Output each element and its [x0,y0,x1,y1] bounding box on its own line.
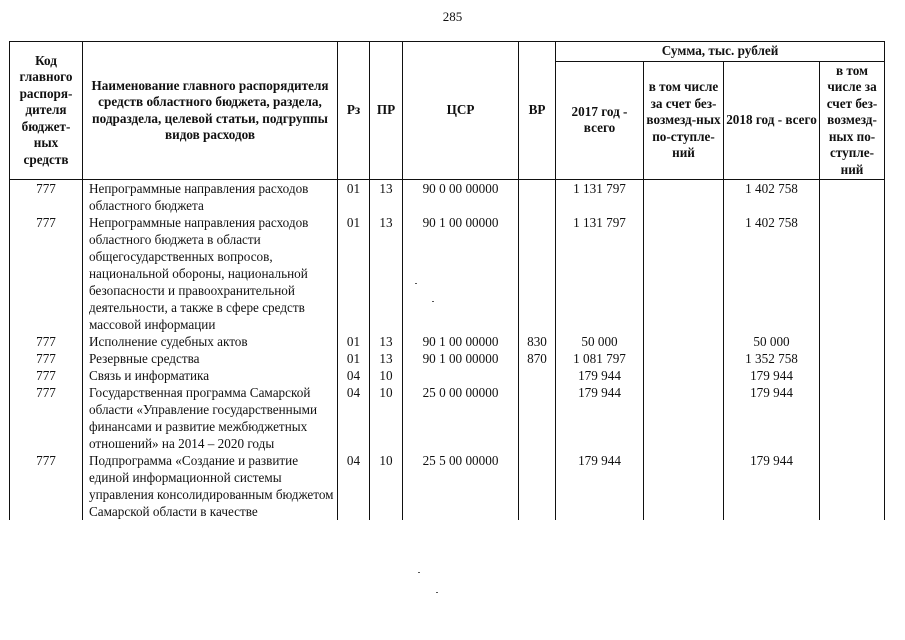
cell-csr: 90 0 00 00000 [403,180,519,215]
cell-2018-grants [820,452,885,520]
table-row [10,180,885,215]
header-vr: ВР [519,42,556,180]
cell-2018-total: 50 000 [724,333,820,350]
cell-2017-total: 1 131 797 [556,214,644,333]
table-row [10,384,885,452]
cell-vr [519,384,556,452]
cell-name: Подпрограмма «Создание и развитие единой информационной системы управления консолидированным бюджетом Самарской области в качестве [83,452,338,520]
cell-code: 777 [10,180,83,215]
cell-pr: 13 [370,350,403,367]
cell-name: Исполнение судебных актов [83,333,338,350]
cell-2017-total: 50 000 [556,333,644,350]
scan-speck [436,592,438,593]
scan-speck [432,301,434,302]
cell-csr: 90 1 00 00000 [403,350,519,367]
cell-vr: 870 [519,350,556,367]
cell-name: Непрограммные направления расходов областного бюджета [83,180,338,215]
scan-speck [418,572,420,573]
cell-2018-total: 179 944 [724,452,820,520]
page-number: 285 [442,9,463,24]
cell-code: 777 [10,452,83,520]
cell-csr: 25 5 00 00000 [403,452,519,520]
cell-vr [519,367,556,384]
cell-rz: 01 [338,350,370,367]
cell-code: 777 [10,333,83,350]
table-row [10,350,885,367]
cell-csr: 90 1 00 00000 [403,214,519,333]
scan-speck [415,283,417,284]
cell-2017-grants [644,384,724,452]
cell-name: Государственная программа Самарской области «Управление государственными финансами и развитие межбюджетных отношений» на 2014 – 2020 годы [83,384,338,452]
header-pr: ПР [370,42,403,180]
header-csr: ЦСР [403,42,519,180]
cell-2018-grants [820,180,885,215]
cell-vr [519,214,556,333]
cell-2017-grants [644,350,724,367]
cell-2017-total: 179 944 [556,367,644,384]
cell-pr: 10 [370,384,403,452]
cell-vr [519,180,556,215]
cell-rz: 04 [338,384,370,452]
cell-2018-grants [820,333,885,350]
cell-pr: 13 [370,214,403,333]
header-sum-group: Сумма, тыс. рублей [556,42,885,62]
cell-2018-total: 179 944 [724,384,820,452]
cell-pr: 13 [370,333,403,350]
budget-table [9,41,885,520]
cell-2018-total: 1 352 758 [724,350,820,367]
cell-code: 777 [10,367,83,384]
cell-vr [519,452,556,520]
cell-name: Непрограммные направления расходов областного бюджета в области общегосударственных вопросов, национальной обороны, национальной безопасности и правоохранительной деятельности, а также в сфере средств массовой информации [83,214,338,333]
header-2017-total: 2017 год - всего [556,61,644,180]
table-row [10,452,885,520]
cell-csr: 25 0 00 00000 [403,384,519,452]
cell-csr [403,367,519,384]
cell-rz: 01 [338,214,370,333]
header-2017-grants: в том числе за счет без-возмезд-ных по-ступле-ний [644,61,724,180]
header-name: Наименование главного распорядителя средств областного бюджета, раздела, подраздела, целевой статьи, подгруппы видов расходов [83,42,338,180]
cell-2018-total: 179 944 [724,367,820,384]
cell-2018-grants [820,384,885,452]
cell-2017-total: 1 131 797 [556,180,644,215]
header-2018-grants: в том числе за счет без-возмезд-ных по-ступле-ний [820,61,885,180]
cell-rz: 04 [338,367,370,384]
cell-rz: 04 [338,452,370,520]
cell-pr: 10 [370,367,403,384]
cell-rz: 01 [338,333,370,350]
cell-code: 777 [10,384,83,452]
table-row [10,333,885,350]
cell-2017-grants [644,214,724,333]
cell-name: Связь и информатика [83,367,338,384]
cell-2017-grants [644,452,724,520]
header-rz: Рз [338,42,370,180]
cell-2017-total: 179 944 [556,384,644,452]
cell-rz: 01 [338,180,370,215]
cell-2018-total: 1 402 758 [724,214,820,333]
cell-2018-total: 1 402 758 [724,180,820,215]
header-code: Код главного распоря-дителя бюджет-ных средств [10,42,83,180]
cell-pr: 13 [370,180,403,215]
cell-2017-grants [644,180,724,215]
cell-2017-total: 179 944 [556,452,644,520]
cell-vr: 830 [519,333,556,350]
cell-2018-grants [820,214,885,333]
cell-2017-grants [644,367,724,384]
cell-2018-grants [820,367,885,384]
cell-2017-total: 1 081 797 [556,350,644,367]
cell-code: 777 [10,214,83,333]
cell-code: 777 [10,350,83,367]
cell-2017-grants [644,333,724,350]
cell-2018-grants [820,350,885,367]
cell-pr: 10 [370,452,403,520]
cell-name: Резервные средства [83,350,338,367]
header-2018-total: 2018 год - всего [724,61,820,180]
cell-csr: 90 1 00 00000 [403,333,519,350]
table-row [10,367,885,384]
table-row [10,214,885,333]
